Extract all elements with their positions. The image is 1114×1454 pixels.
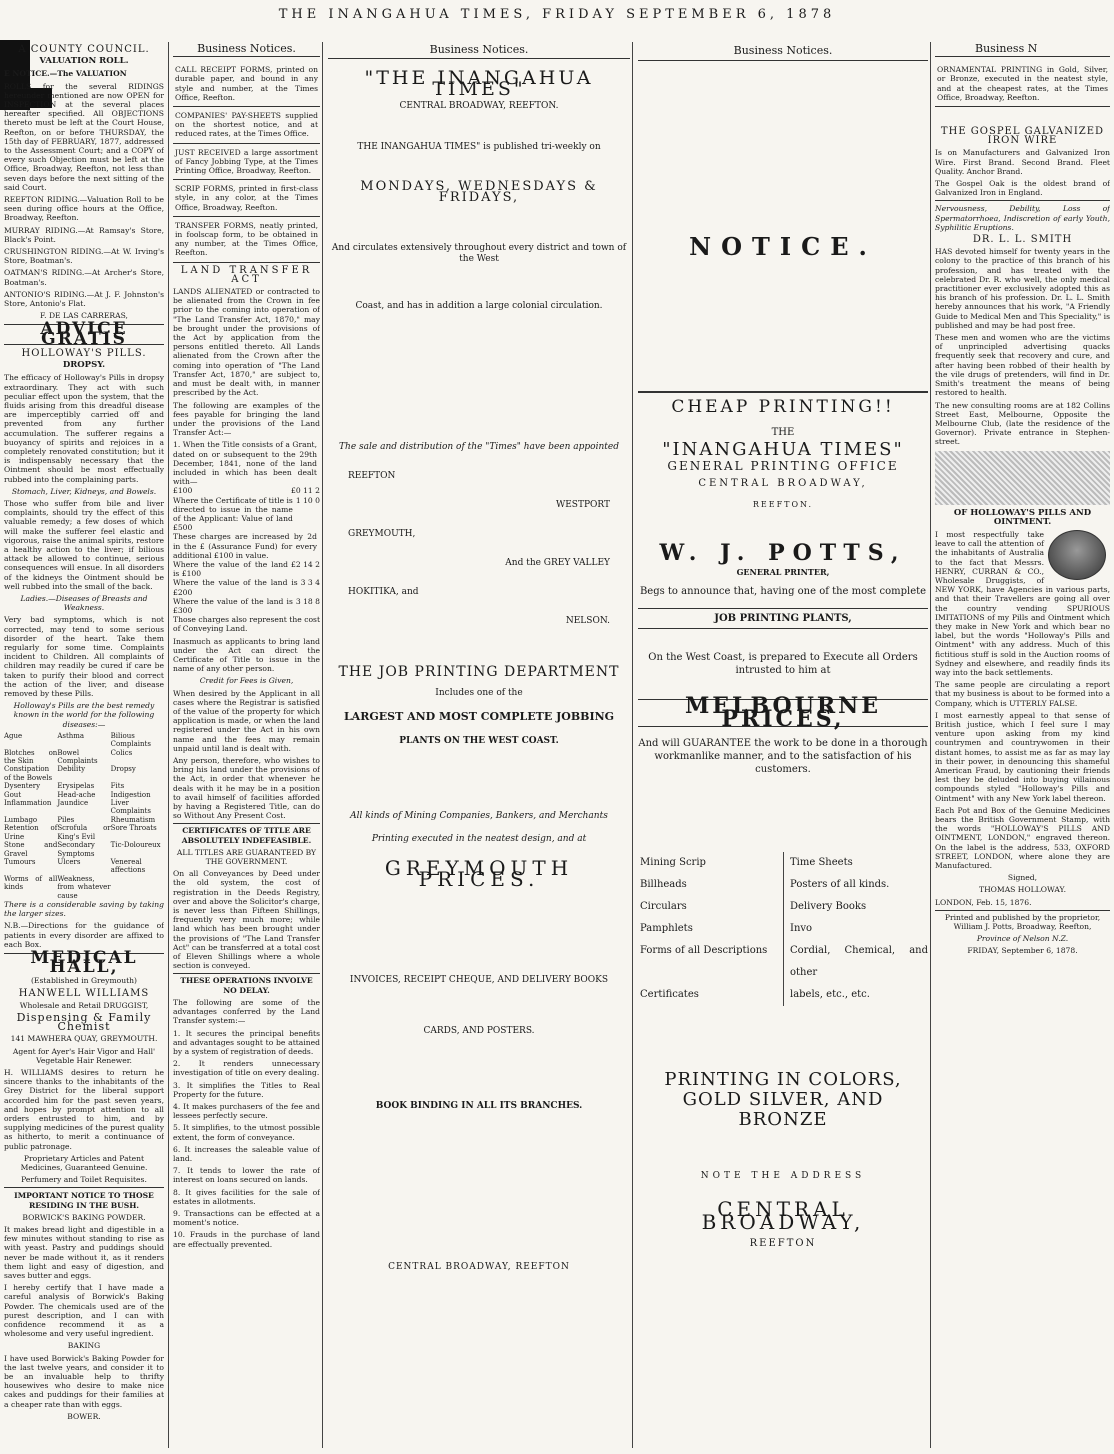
print-item: Posters of all kinds. [783,874,928,896]
town-item: GREYMOUTH, [348,529,416,539]
advantage-item: 7. It tends to lower the rate of interest on loans secured on lands. [173,1166,320,1185]
fee-value: £0 11 2 [291,486,320,496]
victims: These men and women who are the victims of unprincipled advertising quacks frequently seek that recovery and cure, and after having been robbed of their health by the vile drugs of pretenders, will find in Dr. Smith's treatment the means of being restored to health. [935,333,1110,398]
published-line: THE INANGAHUA TIMES" is published tri-weekly on [357,142,601,152]
column-3 [322,42,630,1448]
gospel-heading: THE GOSPEL GALVANIZED IRON WIRE [940,126,1105,147]
saving-note: There is a considerable saving by taking the larger sizes. [4,899,164,919]
borwick-body: It makes bread light and digestible in a few minutes without standing to rise as with yeast. Pastry and puddings should never be made without it, as it renders them light and easy of digestion, and saves butter and eggs. [4,1225,164,1281]
london-date: LONDON, Feb. 15, 1876. [935,897,1032,907]
fees-intro: The following are examples of the fees payable for bringing the land under the provisions of the Land Transfer Act:— [173,400,320,438]
column-2 [168,42,320,1448]
ornamental-text: ORNAMENTAL PRINTING in Gold, Silver, or Bronze, executed in the neatest style, and at the cheapest rates, at the Times Office, Broadway, Reefton. [937,65,1108,102]
hanwell-williams: HANWELL WILLIAMS [18,987,150,999]
disease-item: Constipation of the Bowels [4,765,53,782]
column-5 [930,42,1110,1448]
greymouth-prices: GREYMOUTH PRICES. [384,856,574,891]
disease-item: Gout [4,790,22,799]
guarantee-line: And will GUARANTEE the work to be done in a thorough workmanlike manner, and to the satisfaction of his customers. [638,738,928,775]
transfer-text: TRANSFER FORMS, neatly printed, in foolscap form, to be obtained in any number, at the Times Office, Reefton. [175,220,318,258]
note-address: NOTE THE ADDRESS [700,1171,866,1181]
circulates-line: And circulates extensively throughout every district and town of the West [331,243,627,264]
masthead: THE INANGAHUA TIMES, FRIDAY SEPTEMBER 6, 1878 [278,7,836,22]
largest-line: LARGEST AND MOST COMPLETE JOBBING [343,710,615,723]
guaranteed-heading: ALL TITLES ARE GUARANTEED BY THE GOVERNMENT. [176,847,317,867]
fee-label: £100 [173,486,193,496]
stomach-body: Those who suffer from bile and liver complaints, should try the effect of this valuable remedy; a few doses of which will make the sufferer feel elastic and vigorous, raise the animal spirits, restore a healthy action to the liver; if bilious attack be allowed to continue, serious consequences will ensue. In all disorders of the kidneys the Ointment should be well rubbed into the small of the back. [4,498,164,591]
disease-item: Fits [110,782,125,791]
print-items [638,852,928,1006]
disease-item: Dropsy [110,765,136,774]
dropsy-heading: DROPSY. [62,360,106,371]
print-item: Billheads [640,879,687,890]
disease-item: Tic-Doloureux [110,841,161,850]
fee-value: 3 18 8 [295,596,320,606]
williams-address: 141 MAWHERA QUAY, GREYMOUTH. [10,1034,158,1044]
disease-item: Colics [110,748,133,757]
column-heading: Business Notices. [638,42,928,61]
disease-item: Bowel Complaints [57,748,98,766]
fee-row [173,440,320,486]
stomach-heading: Stomach, Liver, Kidneys, and Bowels. [11,486,157,496]
column-1 [4,42,164,1448]
appeal: I most earnestly appeal to that sense of British justice, which I feel sure I may venture upon asking from my kind countrymen and countrywomen in their distant homes, to assist me as far as may lay in their power, in denouncing this shameful American Fraud, by cautioning their friends lest they be deluded into buying villainous compounds styled "Holloway's Pills and Ointment" with any New York label thereon. [935,710,1110,803]
plants-line: PLANTS ON THE WEST COAST. [399,736,559,746]
ayer-agent: Agent for Ayer's Hair Vigor and Hall' Vegetable Hair Renewer. [12,1046,156,1065]
print-item: Certificates [640,989,699,1000]
printing-office: GENERAL PRINTING OFFICE [667,459,899,473]
certificates-heading: CERTIFICATES OF TITLE ARE ABSOLUTELY INDEFEASIBLE. [173,823,320,844]
disease-item: Ague [4,731,23,740]
invoices-line: INVOICES, RECEIPT CHEQUE, AND DELIVERY BOOKS [349,975,609,985]
gospel-note: The Gospel Oak is the oldest brand of Galvanized Iron in England. [935,179,1110,201]
column-rule [632,42,633,1448]
inasmuch: Inasmuch as applicants to bring land under the Act can direct the Certificate of Title to issue in the name of any other person. [173,636,320,674]
print-item: Pamphlets [640,923,693,934]
advice-gratis: ADVICE GRATIS [4,324,164,344]
land-body: LANDS ALIENATED or contracted to be alienated from the Crown in fee prior to the coming into operation of "The Land Transfer Act, 1870," may be brought under the provisions of the Act by application from the persons entitled thereto. All Lands alienated from the Crown after the coming into operation of "The Land Transfer Act, 1870," are subject to, and must be dealt with, in manner prescribed by the Act. [173,287,320,398]
call-receipt-text: CALL RECEIPT FORMS, printed on durable paper, and bound in any style and number, at the Times Office, Reefton. [175,65,318,102]
riding: OATMAN'S RIDING.—At Archer's Store, Boatman's. [4,268,164,287]
valuation-roll: VALUATION ROLL. [39,56,129,67]
advantage-item: 6. It increases the saleable value of land. [173,1144,320,1163]
holloway-portrait [1048,530,1106,580]
central-broadway: CENTRAL BROADWAY, [701,1197,865,1234]
notice-heading: NOTICE. [689,231,877,261]
disease-list [4,732,164,900]
print-item: Forms of all Descriptions [640,945,768,956]
fee-label: Where the value of the land is £300 [173,596,293,615]
council-heading: A COUNTY COUNCIL. [18,44,150,55]
print-item: Time Sheets [783,852,928,874]
dr-smith: DR. L. L. SMITH [972,234,1073,246]
broadway-line: CENTRAL BROADWAY, [698,478,868,489]
holloway-body: The efficacy of Holloway's Pills in dropsy extraordinary. They act with such peculiar effect upon the system, that the fluids arising from this dreadful disease are imperceptibly carried off and prevented from any further accumulation. The sufferer regains a buoyancy of spirits and rejoices in a completely renovated constitution; but it is indispensably necessary that the Ointment should be most effectually rubbed into the complaining parts. [4,373,164,484]
advantage-item: 2. It renders unnecessary investigation of title on every dealing. [173,1059,320,1078]
column-heading: Business Notices. [328,42,630,59]
job-department: THE JOB PRINTING DEPARTMENT [338,664,620,680]
riding: CRUSHINGTON RIDING.—At W. Irving's Store, Boatman's. [4,247,164,266]
holloway-warning-body: I most respectfully take leave to call the attention of the inhabitants of Australia to the fact that Messrs. HENRY, CURRAN & CO., Wholesale Druggists, of NEW YORK, have Agencies in various parts, and that their Travellers are going all over the country vending SPURIOUS IMITATIONS of my Pills and Ointment which they make in New York and which bear no label, but the words "Holloway's Pills and Ointment" with any address. Much of this fictitious stuff is sold in the Auction rooms of Sydney and elsewhere, and readily finds its way into the back settlements. [935,529,1110,677]
fee-value: 3 3 4 [300,578,320,588]
proprietary: Proprietary Articles and Patent Medicines, Guaranteed Genuine. [20,1153,148,1173]
column-rule [930,42,931,1448]
new-consult: The new consulting rooms are at 182 Collins Street East, Melbourne, Opposite the Melbourne Club, (late the residence of the Governor). Private entrance in Stephen-street. [935,400,1110,447]
ornamental-ad [935,61,1110,107]
disease-item: Sore Throats [110,824,157,833]
bower: BOWER. [67,1411,101,1421]
disease-item: Rheumatism [110,815,156,824]
any-person: Any person, therefore, who wishes to bring his land under the provisions of the Act, in order that whenever he deals with it he may be in a position to avail himself of facilities afforded by having a Registered Title, can do so Without Any Present Cost. [173,756,320,821]
signature: F. DE LAS CARRERAS, [40,311,128,321]
baking-heading: BAKING [67,1341,101,1351]
land-transfer-heading: LAND TRANSFER ACT [180,264,313,285]
disease-item: Asthma [57,731,85,740]
disease-item: Tumours [4,857,36,866]
disease-item: Erysipelas [57,782,95,791]
fee-value: £2 14 2 [291,559,320,569]
coast-line: Coast, and has in addition a large colonial circulation. [355,301,603,311]
smith-body: HAS devoted himself for twenty years in the colony to the practice of this branch of his profession, and has treated with the celebrated Dr. R. who well, the only medical practitioner ever exclusively adopted this as his branch of his profession. Dr. L. L. Smith hereby announces that his work, "A Friendly Guide to Medical Men and This Speciality," is published and may be had post free. [935,247,1110,330]
warning: The same people are circulating a report that my business is about to be formed into a Company, which is UTTERLY FALSE. [935,680,1110,708]
reefton-address: REEFTON [749,1238,817,1249]
advantage-item: 3. It simplifies the Titles to Real Property for the future. [173,1080,320,1099]
signed: Signed, [1007,873,1038,883]
town-item: And the GREY VALLEY [505,558,610,568]
town-item: REEFTON [348,471,396,481]
publish-days: MONDAYS, WEDNESDAYS & FRIDAYS, [360,179,598,205]
ladies-heading: Ladies.—Diseases of Breasts and Weakness. [20,593,148,613]
potts-name: W. J. POTTS, [659,540,907,566]
disease-item: Venereal affections [110,857,146,875]
holloway-pills: HOLLOWAY'S PILLS. [21,347,147,359]
fee-row [173,578,320,596]
cards-line: CARDS, AND POSTERS. [423,1026,535,1036]
melbourne-prices: MELBOURNE PRICES, [638,699,928,727]
nervousness: Nervousness, Debility, Loss of Spermatorrhoea, Indiscretion of early Youth, Syphilitic Eruptions. [935,204,1110,232]
all-kinds-line: All kinds of Mining Companies, Bankers, and Merchants [350,811,608,821]
town-item: WESTPORT [555,500,610,510]
times-subtitle: CENTRAL BROADWAY, REEFTON. [399,101,559,111]
just-received-text: JUST RECEIVED a large assortment of Fancy Jobbing Type, at the Times Printing Office, Broadway, Reefton. [175,147,318,176]
times-title: "THE INANGAHUA TIMES" [364,67,594,100]
wholesale: Wholesale and Retail DRUGGIST, [19,1000,149,1010]
disease-item: Dysentery [4,782,41,791]
executed-line: Printing executed in the neatest design, and at [371,834,587,844]
advantages-list [173,1029,320,1249]
disease-item: Lumbago [4,815,38,824]
riding: MURRAY RIDING.—At Ramsay's Store, Black's Point. [4,225,164,244]
disease-item: Scrofula or King's Evil [57,824,111,841]
column-rule [168,42,169,1448]
credit-heading: Credit for Fees is Given, [199,676,294,686]
general-printer: GENERAL PRINTER, [736,567,830,577]
bookbinding-line: BOOK BINDING IN ALL ITS BRANCHES. [375,1101,583,1111]
disease-item: Head-ache [57,790,96,799]
towns-list [328,471,630,627]
advantage-item: 1. It secures the principal benefits and advantages sought to be attained by a system of registration of deeds. [173,1028,320,1056]
guaranteed-body: On all Conveyances by Deed under the old system, the cost of registration in the Deeds Registry, over and above the Solicitor's charge, is never less than Fifteen Shillings, frequently very much more; while land which has been brought under the provisions of "The Land Transfer Act" can be transferred at a total cost of Eleven Shillings where a whole section is conveyed. [173,869,320,971]
column-heading: Business N [935,42,1110,57]
transfer-ad [173,217,320,263]
scrip-ad [173,180,320,217]
column-4 [632,42,928,1448]
west-coast-line: On the West Coast, is prepared to Execute all Orders intrusted to him at [648,652,918,676]
riding: ANTONIO'S RIDING.—At J. F. Johnston's Store, Antonio's Flat. [4,289,164,309]
conveying-note: Those charges also represent the cost of Conveying Land. [173,615,320,634]
disease-item: Inflammation [4,799,52,808]
printed-by: Printed and published by the proprietor, William J. Potts, Broadway, Reefton, [935,910,1110,931]
fee-row [173,486,320,495]
the-line: THE [771,427,795,438]
agents-line: The sale and distribution of the "Times" have been appointed [339,442,619,452]
gospel-body: Is on Manufacturers and Galvanized Iron Wire. First Brand. Second Brand. Fleet Quality. Anchor Brand. [935,148,1110,176]
disease-item: Liver Complaints [110,799,151,816]
fee-row [173,496,320,533]
borwick-title: BORWICK'S BAKING POWDER. [22,1212,146,1222]
reefton-line: REEFTON. [752,500,814,509]
fee-row [173,597,320,615]
medical-hall: MEDICAL HALL, [4,953,164,972]
advantage-item: 4. It makes purchasers of the fee and lessees perfectly secure. [173,1101,320,1121]
borwick-cert: I hereby certify that I have made a careful analysis of Borwick's Baking Powder. The chemicals used are of the purest description, and I can with confidence recommend it as a wholesome and very useful ingredient. [4,1283,164,1339]
fee-label: Where the Certificate of title is directed to issue in the name of the Applicant: Value of land £500 [173,495,293,533]
fee-value: 1 10 0 [295,495,320,505]
remedy-intro: Holloway's Pills are the best remedy known in the world for the following diseases:— [13,701,155,729]
credit-body: When desired by the Applicant in all cases where the Registrar is satisfied of the value of the property for which application is made, or when the land registered under the Act in his own name and the fees may remain unpaid until land is dealt with. [173,688,320,753]
holloway-warning-title: OF HOLLOWAY'S PILLS AND OINTMENT. [953,507,1092,527]
print-item: labels, etc., etc. [783,984,928,1006]
operations-heading: THESE OPERATIONS INVOLVE NO DELAY. [173,973,320,994]
fee-row [173,532,320,560]
scrip-text: SCRIP FORMS, printed in first-class style, in any color, at the Times Office, Broadway, Reefton. [175,184,318,212]
colors-heading: PRINTING IN COLORS, GOLD SILVER, AND BRONZE [664,1069,902,1130]
fee-label: Where the value of the land is £100 [173,559,288,579]
dispensing-chemist: Dispensing & Family Chemist [16,1010,152,1034]
issue-date: FRIDAY, September 6, 1878. [967,946,1078,956]
companies-ad [173,107,320,144]
print-item: Circulars [640,901,687,912]
valuation-body: ROLLS for the several RIDINGS hereunder mentioned are now OPEN for INSPECTION at the several places hereafter specified. All OBJECTIONS thereto must be left at the Court House, Reefton, on or before THURSDAY, the 15th day of FEBRUARY, 1877, addressed to the Assessment Court; and a COPY of every such Objection must be left at the Office, Broadway, Reefton, not less than seven days before the next sitting of the said Court. [4,81,164,192]
disease-item: Ulcers [57,857,81,866]
call-receipt-ad [173,61,320,107]
disease-item: Weakness, from whatever cause [57,874,111,900]
established: (Established in Greymouth) [30,976,138,986]
job-plants: JOB PRINTING PLANTS, [638,608,928,629]
directions-note: N.B.—Directions for the guidance of patients in every disorder are affixed to each Box. [4,921,164,949]
advantage-item: 9. Transactions can be effected at a moment's notice. [173,1208,320,1228]
thomas-holloway: THOMAS HOLLOWAY. [979,885,1066,895]
cheap-printing: CHEAP PRINTING!! [671,397,895,417]
baking-body: I have used Borwick's Baking Powder for the last twelve years, and consider it to be an invaluable help to thrifty housewives who desire to make nice cakes and puddings for their families at a cheaper rate than with eggs. [4,1353,164,1409]
fee-label: These charges are increased by 2d in the £ (Assurance Fund) for every additional £100 in value. [173,532,317,560]
perfumery: Perfumery and Toilet Requisites. [21,1175,147,1185]
ladies-body: Very bad symptoms, which is not corrected, may tend to some serious disorder of the heart. Take them regularly for some time. Complaints incident to Children. All complaints of children may readily be cured if care be taken to purify their blood and correct the action of the liver, and disease removed by these Pills. [4,615,164,698]
ornament-banner [935,451,1110,505]
column-rule [322,42,323,1448]
williams-body: H. WILLIAMS desires to return he sincere thanks to the inhabitants of the Grey District for the liberal support accorded him for the past seven years, and hopes by prompt attention to all orders entrusted to him, and by supplying medicines of the purest quality as hitherto, to merit a continuance of public patronage. [4,1067,164,1151]
disease-item: Blotches on the Skin [4,748,58,766]
town-item: HOKITIKA, and [348,587,419,597]
town-item: NELSON. [565,616,610,626]
disease-item: Worms of all kinds [4,874,58,892]
each-pot: Each Pot and Box of the Genuine Medicines bears the British Government Stamp, with the words "HOLLOWAY'S PILLS AND OINTMENT, LONDON," engraved thereon. On the label is the address, 533, OXFORD STREET, LONDON, where alone they are Manufactured. [935,805,1110,871]
print-item: Cordial, Chemical, and other [783,940,928,984]
province: Province of Nelson N.Z. [976,934,1069,944]
disease-item: Jaundice [57,799,89,808]
times-title-4: "INANGAHUA TIMES" [662,439,904,460]
print-item: Mining Scrip [640,857,706,868]
advantage-item: 10. Frauds in the purchase of land are effectually prevented. [173,1230,320,1249]
bush-notice: IMPORTANT NOTICE TO THOSE RESIDING IN THE BUSH. [4,1187,164,1209]
disease-item: Retention of Urine [4,824,58,841]
fee-label: 1. When the Title consists of a Grant, dated on or subsequent to the 29th December, 1841, none of the land included in which has been dealt with— [173,440,317,487]
print-item: Delivery Books [783,896,928,918]
disease-item: Piles [57,815,75,824]
disease-item: Indigestion [110,790,151,799]
riding: REEFTON RIDING.—Valuation Roll to be seen during office hours at the Office, Broadway, Reefton. [4,195,164,223]
begs-line: Begs to announce that, having one of the most complete [639,586,927,597]
includes-line: Includes one of the [435,688,523,698]
advantages-intro: The following are some of the advantages conferred by the Land Transfer system:— [173,997,320,1026]
disease-item: Secondary Symptoms [57,841,95,858]
fee-label: Where the value of the land is £200 [173,578,298,597]
advantage-item: 5. It simplifies, to the utmost possible extent, the form of conveyance. [173,1123,320,1142]
fee-row [173,560,320,578]
print-item: Invo [783,918,928,940]
disease-item: Bilious Complaints [110,731,151,749]
col3-footer: CENTRAL BROADWAY, REEFTON [388,1262,570,1272]
advantage-item: 8. It gives facilities for the sale of estates in allotments. [173,1187,320,1206]
companies-text: COMPANIES' PAY-SHEETS supplied on the shortest notice, and at reduced rates, at the Times Office. [175,111,318,139]
disease-item: Stone and Gravel [4,841,58,858]
disease-item: Debility [57,765,86,774]
column-heading: Business Notices. [173,42,320,57]
valuation-notice: E NOTICE.—The VALUATION [4,69,127,79]
just-received-ad [173,144,320,181]
fees-list [173,440,320,615]
